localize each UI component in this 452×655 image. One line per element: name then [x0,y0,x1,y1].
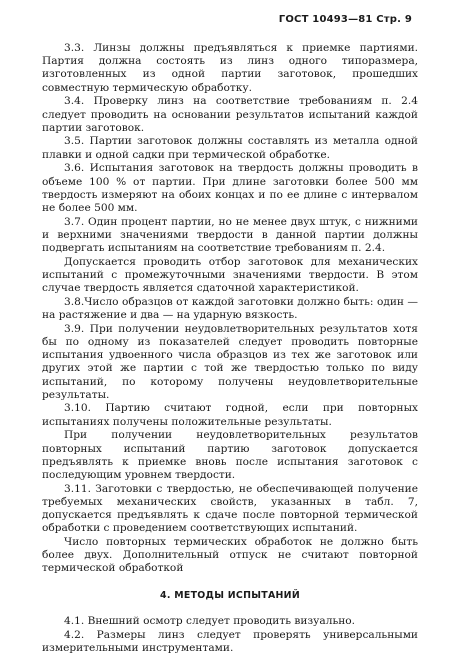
paragraph-3-4: 3.4. Проверку линз на соответствие требованиям п. 2.4 следует проводить на основании результатов испытаний каждой партии заготовок. [42,95,418,134]
paragraph-3-7-note: Допускается проводить отбор заготовок для механических испытаний с промежуточными значениями твердости. В этом случае твердость является сдаточной характеристикой. [42,255,418,295]
paragraph-3-8: 3.8.Число образцов от каждой заготовки должно быть: один — на растяжение и два — на ударную вязкость. [42,295,418,322]
paragraph-3-7: 3.7. Один процент партии, но не менее двух штук, с нижними и верхними значениями твердости в данной партии должны подвергать испытаниям на соответствие требованиям п. 2.4. [42,215,418,255]
paragraph-3-6: 3.6. Испытания заготовок на твердость должны проводить в объеме 100 % от партии. При длине заготовки более 500 мм твердость измеряют на обоих концах и по ее длине с интервалом не более 500 мм. [42,162,418,214]
paragraph-3-10-note: При получении неудовлетворительных результатов повторных испытаний партию заготовок допускается предъявлять к приемке вновь после испытания заготовок с последующим уровнем твердости. [42,429,418,481]
paragraph-4-2: 4.2. Размеры линз следует проверять универсальными измерительными инструментами. [42,628,418,654]
page-header: ГОСТ 10493—81 Стр. 9 [278,14,412,25]
paragraph-3-11-note: Число повторных термических обработок не должно быть более двух. Дополнительный отпуск не считают повторной термической обработкой [42,536,418,575]
paragraph-4-1: 4.1. Внешний осмотр следует проводить визуально. [64,614,356,627]
document-body [42,42,418,655]
section-title: 4. МЕТОДЫ ИСПЫТАНИЙ [160,589,300,601]
paragraph-3-10: 3.10. Партию считают годной, если при повторных испытаниях получены положительные результаты. [42,402,418,428]
paragraph-3-11: 3.11. Заготовки с твердостью, не обеспечивающей получение требуемых механических свойств, указанных в табл. 7, допускается предъявлять к сдаче после повторной термической обработки с проведением соответствующих испытаний. [42,482,418,535]
paragraph-3-3: 3.3. Линзы должны предъявляться к приемке партиями. Партия должна состоять из линз одного типоразмера, изготовленных из одной партии заготовок, прошедших совместную термическую обработку. [42,42,418,94]
paragraph-3-5: 3.5. Партии заготовок должны составлять из металла одной плавки и одной садки при термической обработке. [42,135,418,161]
paragraph-3-9: 3.9. При получении неудовлетворительных результатов хотя бы по одному из показателей следует проводить повторные испытания удвоенного числа образцов из тех же заготовок или других этой же партии с той же твердостью только по виду испытаний, по которому получены неудовлетворительные результаты. [42,322,418,401]
